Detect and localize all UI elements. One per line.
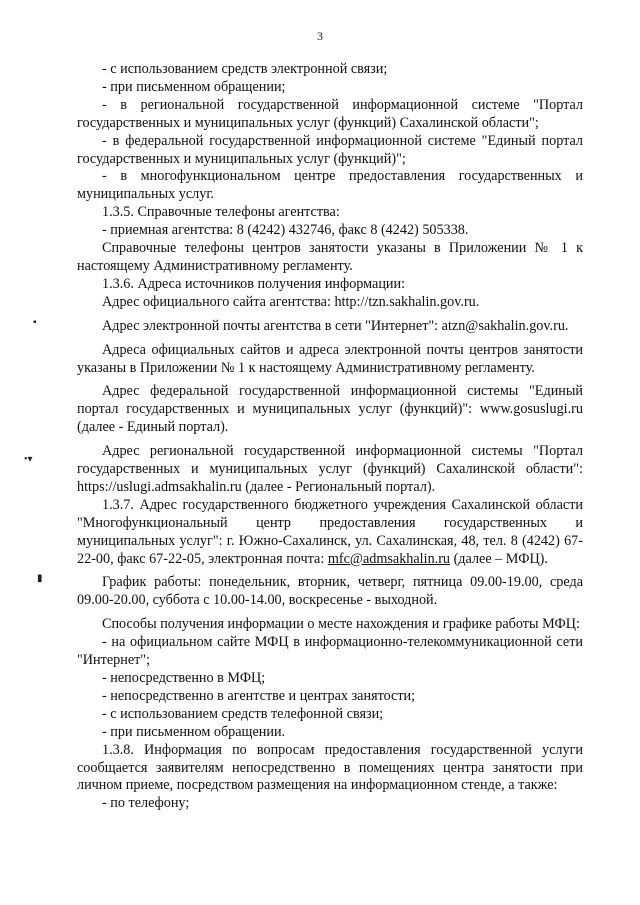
section-1-3-8: 1.3.8. Информация по вопросам предоставления государственной услуги сообщается заявителям непосредственно в помещениях центра занятости при личном приеме, посредством размещения на информационном стенде, а также: bbox=[77, 741, 583, 794]
channel-electronic: - с использованием средств электронной связи; bbox=[102, 61, 388, 77]
mfc-info-methods: Способы получения информации о месте нахождения и графике работы МФЦ: bbox=[102, 616, 580, 633]
method-written: - при письменном обращении. bbox=[102, 723, 286, 740]
channel-written: - при письменном обращении; bbox=[102, 78, 286, 95]
mfc-email-link[interactable]: mfc@admsakhalin.ru bbox=[327, 550, 451, 567]
page-number: 3 bbox=[317, 29, 323, 43]
document-body bbox=[77, 61, 583, 813]
scan-speck: ▪ bbox=[33, 317, 37, 328]
regional-portal-address: Адрес региональной государственной информационной системы "Портал государственных и муниципальных услуг (функций) Сахалинской области": https://uslugi.admsakhalin.ru (далее - Региональный портал). bbox=[77, 443, 583, 495]
agency-email: Адрес электронной почты агентства в сети "Интернет": atzn@sakhalin.gov.ru. bbox=[102, 317, 569, 334]
method-telephone: - по телефону; bbox=[102, 795, 190, 812]
centers-addresses: Адреса официальных сайтов и адреса электронной почты центров занятости указаны в Приложении № 1 к настоящему Административному регламенту. bbox=[77, 341, 583, 376]
channel-federal-portal: - в федеральной государственной информационной системе "Единый портал государственных и муниципальных услуг (функций)"; bbox=[77, 132, 583, 167]
method-website: - на официальном сайте МФЦ в информационно-телекоммуникационной сети "Интернет"; bbox=[77, 634, 583, 669]
channel-mfc: - в многофункциональном центре предоставления государственных и муниципальных услуг. bbox=[77, 168, 583, 203]
scan-speck: •▾ bbox=[24, 454, 33, 465]
reception-phones: - приемная агентства: 8 (4242) 432746, факс 8 (4242) 505338. bbox=[102, 222, 469, 239]
method-in-mfc: - непосредственно в МФЦ; bbox=[102, 670, 266, 686]
agency-website: Адрес официального сайта агентства: http://tzn.sakhalin.gov.ru. bbox=[102, 293, 480, 310]
center-phones-note: Справочные телефоны центров занятости указаны в Приложении № 1 к настоящему Административному регламенту. bbox=[77, 240, 583, 274]
section-1-3-6: 1.3.6. Адреса источников получения информации: bbox=[102, 275, 406, 292]
method-in-agency: - непосредственно в агентстве и центрах занятости; bbox=[102, 687, 416, 704]
mfc-schedule: График работы: понедельник, вторник, четверг, пятница 09.00-19.00, среда 09.00-20.00, суббота с 10.00-14.00, воскресенье - выходной. bbox=[77, 574, 583, 609]
section-1-3-5: 1.3.5. Справочные телефоны агентства: bbox=[102, 204, 340, 221]
federal-portal-address: Адрес федеральной государственной информационной системы "Единый портал государственных и муниципальных услуг (функций)": www.gosuslugi.ru (далее - Единый портал). bbox=[77, 383, 583, 436]
method-phone: - с использованием средств телефонной связи; bbox=[102, 705, 384, 722]
mfc-address: 1.3.7. Адрес государственного бюджетного учреждения Сахалинской области "Многофункциональный центр предоставления государственных и муниципальных услуг": г. Южно-Сахалинск, ул. Сахалинская, 48, тел. 8 (4242) 67-22-00, факс 67-22-05, электронная почта: bbox=[77, 496, 583, 567]
section-1-3-7 bbox=[77, 497, 583, 569]
channel-regional-portal: - в региональной государственной информационной системе "Портал государственных и муниципальных услуг (функций) Сахалинской области"; bbox=[77, 96, 583, 131]
mfc-abbrev: (далее – МФЦ). bbox=[450, 550, 548, 567]
scan-speck: ▮ bbox=[37, 573, 43, 584]
